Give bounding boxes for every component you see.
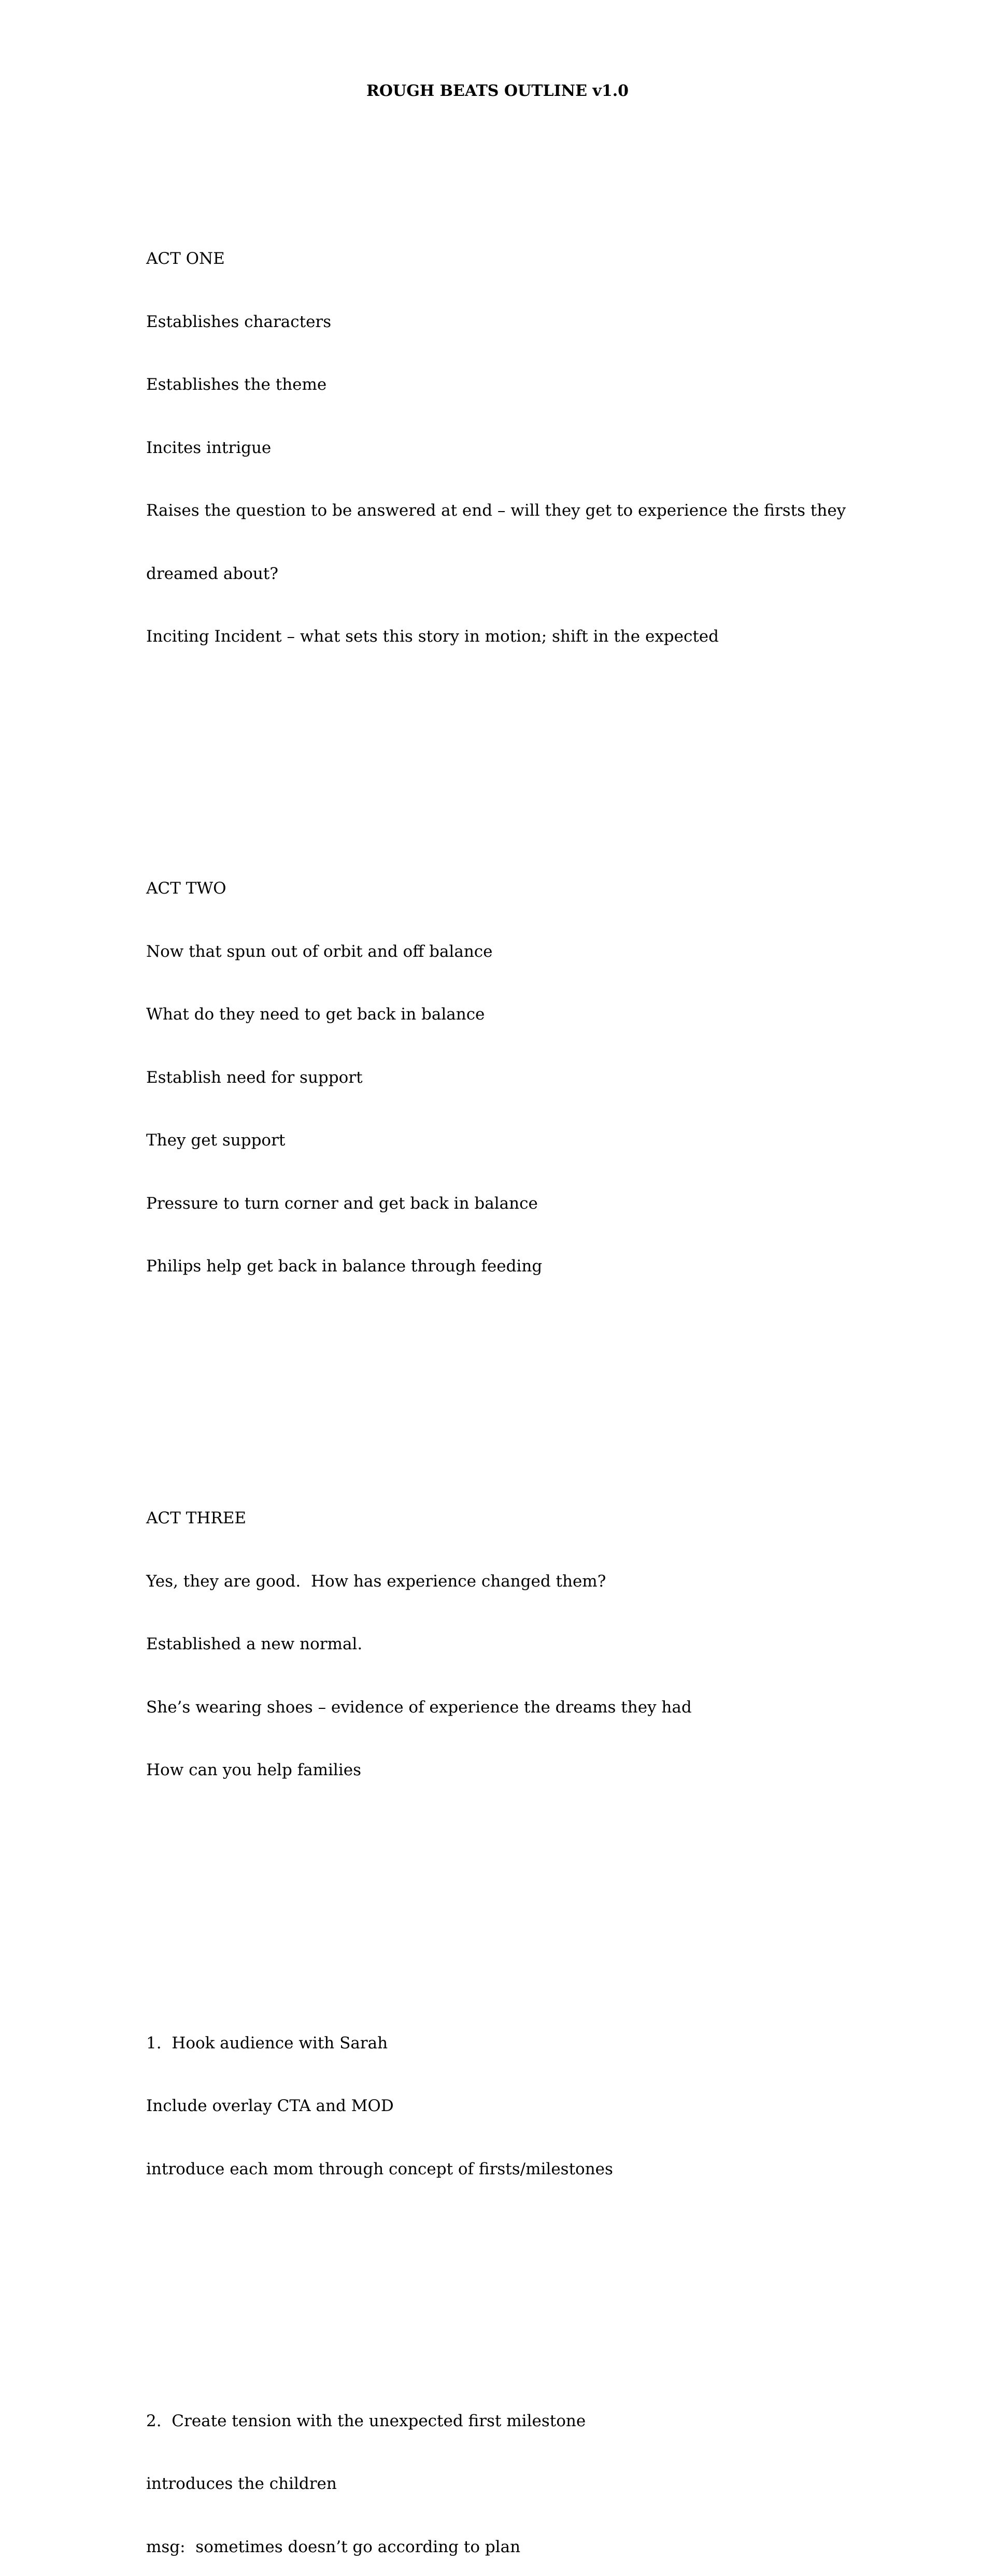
act-line: Now that spun out of orbit and off balance [146,941,861,963]
act-line: How can you help families [146,1760,861,1781]
act-line: Pressure to turn corner and get back in balance [146,1193,861,1214]
spacer [146,731,861,753]
act-line: They get support [146,1130,861,1151]
beat-heading: 2. Create tension with the unexpected first milestone [146,2411,861,2432]
act-line: dreamed about? [146,563,861,585]
act-line: She’s wearing shoes – evidence of experience the dreams they had [146,1697,861,1718]
act-line: Establishes the theme [146,374,861,395]
act-two-section [146,836,861,1319]
beat-2 [146,2369,861,2576]
act-line: Yes, they are good. How has experience changed them? [146,1571,861,1592]
document-title: ROUGH BEATS OUTLINE v1.0 [0,80,995,103]
spacer [146,1865,861,1907]
act-three-section [146,1466,861,1823]
act-line: Raises the question to be answered at end – will they get to experience the firsts they [146,500,861,521]
spacer [146,1361,861,1382]
beat-line: Include overlay CTA and MOD [146,2096,861,2117]
beat-heading: 1. Hook audience with Sarah [146,2033,861,2054]
act-heading: ACT TWO [146,878,861,899]
beat-line: introduce each mom through concept of firsts/milestones [146,2159,861,2180]
act-heading: ACT THREE [146,1508,861,1529]
act-line: Establishes characters [146,312,861,333]
beat-1 [146,1991,861,2222]
act-line: Established a new normal. [146,1634,861,1655]
spacer [146,2263,861,2285]
act-one-section [146,206,861,689]
act-heading: ACT ONE [146,248,861,270]
document-body [146,122,861,2576]
act-line: Inciting Incident – what sets this story in motion; shift in the expected [146,626,861,647]
act-line: Incites intrigue [146,437,861,459]
beat-line: introduces the children [146,2473,861,2495]
act-line: Philips help get back in balance through feeding [146,1256,861,1277]
act-line: Establish need for support [146,1067,861,1088]
beat-line: msg: sometimes doesn’t go according to plan [146,2537,861,2558]
act-line: What do they need to get back in balance [146,1004,861,1025]
